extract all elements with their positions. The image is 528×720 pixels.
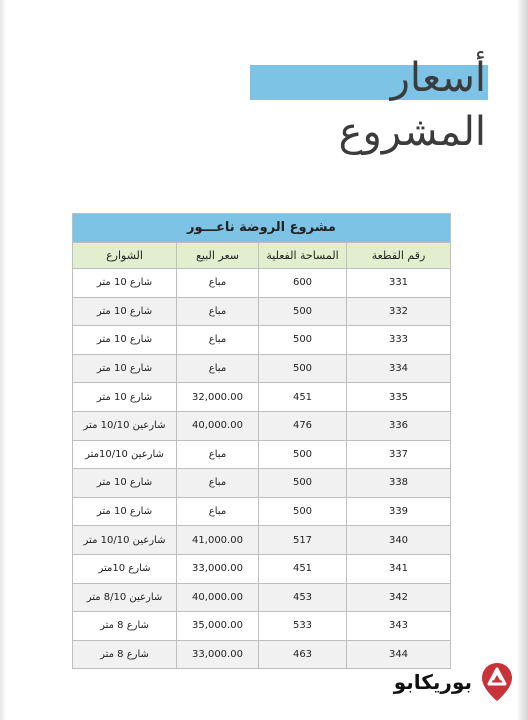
table-row xyxy=(73,269,451,298)
table-row xyxy=(73,469,451,498)
cell-plot: 334 xyxy=(347,354,451,383)
cell-area: 500 xyxy=(259,326,347,355)
table-row xyxy=(73,354,451,383)
table-title: مشروع الروضة ناعـــور xyxy=(72,213,451,242)
header-price: سعر البيع xyxy=(177,243,259,269)
cell-plot: 339 xyxy=(347,497,451,526)
header-area: المساحة الفعلية xyxy=(259,243,347,269)
cell-plot: 333 xyxy=(347,326,451,355)
cell-area: 451 xyxy=(259,383,347,412)
cell-price: 40,000.00 xyxy=(177,583,259,612)
cell-price: مباع xyxy=(177,326,259,355)
cell-area: 500 xyxy=(259,297,347,326)
table-header-row xyxy=(73,243,451,269)
cell-price: 32,000.00 xyxy=(177,383,259,412)
cell-price: 40,000.00 xyxy=(177,411,259,440)
cell-plot: 344 xyxy=(347,640,451,669)
page-title-line-2: المشروع xyxy=(338,109,486,155)
cell-streets: شارعين 10/10 متر xyxy=(73,411,177,440)
cell-streets: شارع 10متر xyxy=(73,554,177,583)
cell-streets: شارعين 10/10 متر xyxy=(73,526,177,555)
cell-price: مباع xyxy=(177,440,259,469)
location-pin-logo-icon xyxy=(480,662,514,702)
cell-plot: 336 xyxy=(347,411,451,440)
cell-streets: شارع 10 متر xyxy=(73,497,177,526)
page-left-edge xyxy=(0,0,6,720)
cell-area: 533 xyxy=(259,612,347,641)
cell-area: 453 xyxy=(259,583,347,612)
table-row xyxy=(73,612,451,641)
cell-streets: شارع 10 متر xyxy=(73,383,177,412)
cell-area: 500 xyxy=(259,497,347,526)
cell-streets: شارع 10 متر xyxy=(73,326,177,355)
cell-price: 33,000.00 xyxy=(177,640,259,669)
table-row xyxy=(73,640,451,669)
table-row xyxy=(73,383,451,412)
cell-plot: 335 xyxy=(347,383,451,412)
cell-price: مباع xyxy=(177,354,259,383)
table-row xyxy=(73,497,451,526)
table-row xyxy=(73,554,451,583)
cell-area: 500 xyxy=(259,469,347,498)
cell-area: 463 xyxy=(259,640,347,669)
table-row xyxy=(73,297,451,326)
page-right-edge xyxy=(518,0,528,720)
cell-plot: 341 xyxy=(347,554,451,583)
cell-plot: 338 xyxy=(347,469,451,498)
cell-price: 35,000.00 xyxy=(177,612,259,641)
cell-streets: شارع 10 متر xyxy=(73,469,177,498)
brand-name: بوريكابو xyxy=(393,670,472,694)
cell-price: 33,000.00 xyxy=(177,554,259,583)
cell-area: 451 xyxy=(259,554,347,583)
cell-area: 476 xyxy=(259,411,347,440)
cell-plot: 342 xyxy=(347,583,451,612)
cell-price: مباع xyxy=(177,497,259,526)
cell-area: 600 xyxy=(259,269,347,298)
table-body xyxy=(73,269,451,669)
table-row xyxy=(73,583,451,612)
cell-plot: 332 xyxy=(347,297,451,326)
cell-streets: شارعين 8/10 متر xyxy=(73,583,177,612)
cell-area: 500 xyxy=(259,354,347,383)
price-table xyxy=(72,213,451,669)
cell-plot: 337 xyxy=(347,440,451,469)
cell-area: 517 xyxy=(259,526,347,555)
cell-plot: 340 xyxy=(347,526,451,555)
cell-price: مباع xyxy=(177,297,259,326)
table-row xyxy=(73,526,451,555)
cell-price: 41,000.00 xyxy=(177,526,259,555)
cell-price: مباع xyxy=(177,469,259,498)
page-title-line-1: أسعار xyxy=(390,55,486,101)
cell-plot: 343 xyxy=(347,612,451,641)
cell-streets: شارع 8 متر xyxy=(73,640,177,669)
cell-streets: شارعين 10/10متر xyxy=(73,440,177,469)
cell-streets: شارع 10 متر xyxy=(73,269,177,298)
cell-plot: 331 xyxy=(347,269,451,298)
header-plot: رقم القطعة xyxy=(347,243,451,269)
table-row xyxy=(73,411,451,440)
cell-streets: شارع 10 متر xyxy=(73,297,177,326)
cell-streets: شارع 8 متر xyxy=(73,612,177,641)
cell-area: 500 xyxy=(259,440,347,469)
table-row xyxy=(73,326,451,355)
cell-price: مباع xyxy=(177,269,259,298)
table-row xyxy=(73,440,451,469)
cell-streets: شارع 10 متر xyxy=(73,354,177,383)
header-streets: الشوارع xyxy=(73,243,177,269)
